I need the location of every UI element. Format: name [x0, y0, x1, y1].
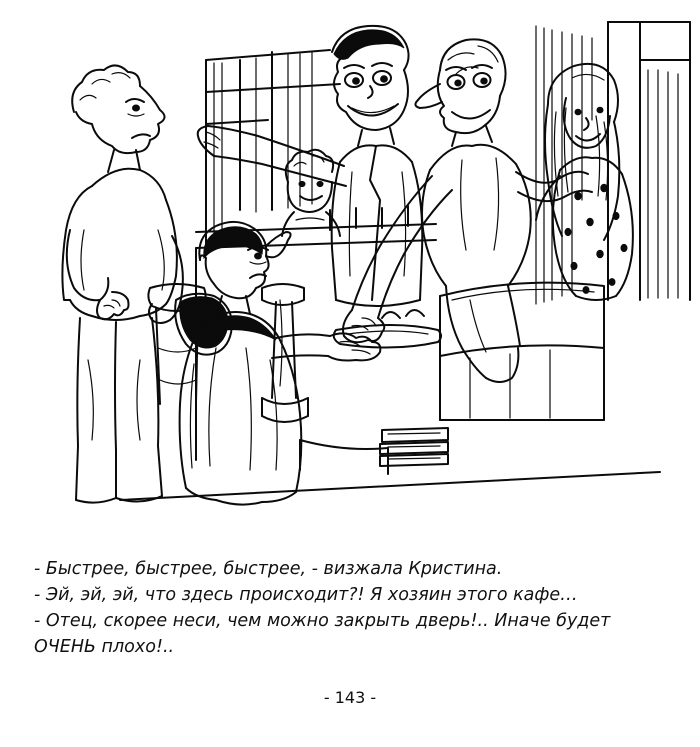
character-smiling-man	[198, 26, 423, 306]
caption-block	[34, 556, 674, 660]
page-number: - 143 -	[323, 688, 377, 707]
caption-line-2: - Эй, эй, эй, что здесь происходит?! Я хозяин этого кафе…	[34, 585, 578, 605]
counter-front-edge	[300, 440, 388, 474]
character-woman-with-tray	[175, 222, 441, 505]
paper-stack	[380, 428, 448, 466]
caption-line-3: - Отец, скорее неси, чем можно закрыть дверь!.. Иначе будет	[34, 611, 611, 631]
caption-line-4: ОЧЕНЬ плохо!..	[34, 637, 175, 657]
caption-line-1: - Быстрее, быстрее, быстрее, - визжала Кристина.	[34, 559, 503, 579]
